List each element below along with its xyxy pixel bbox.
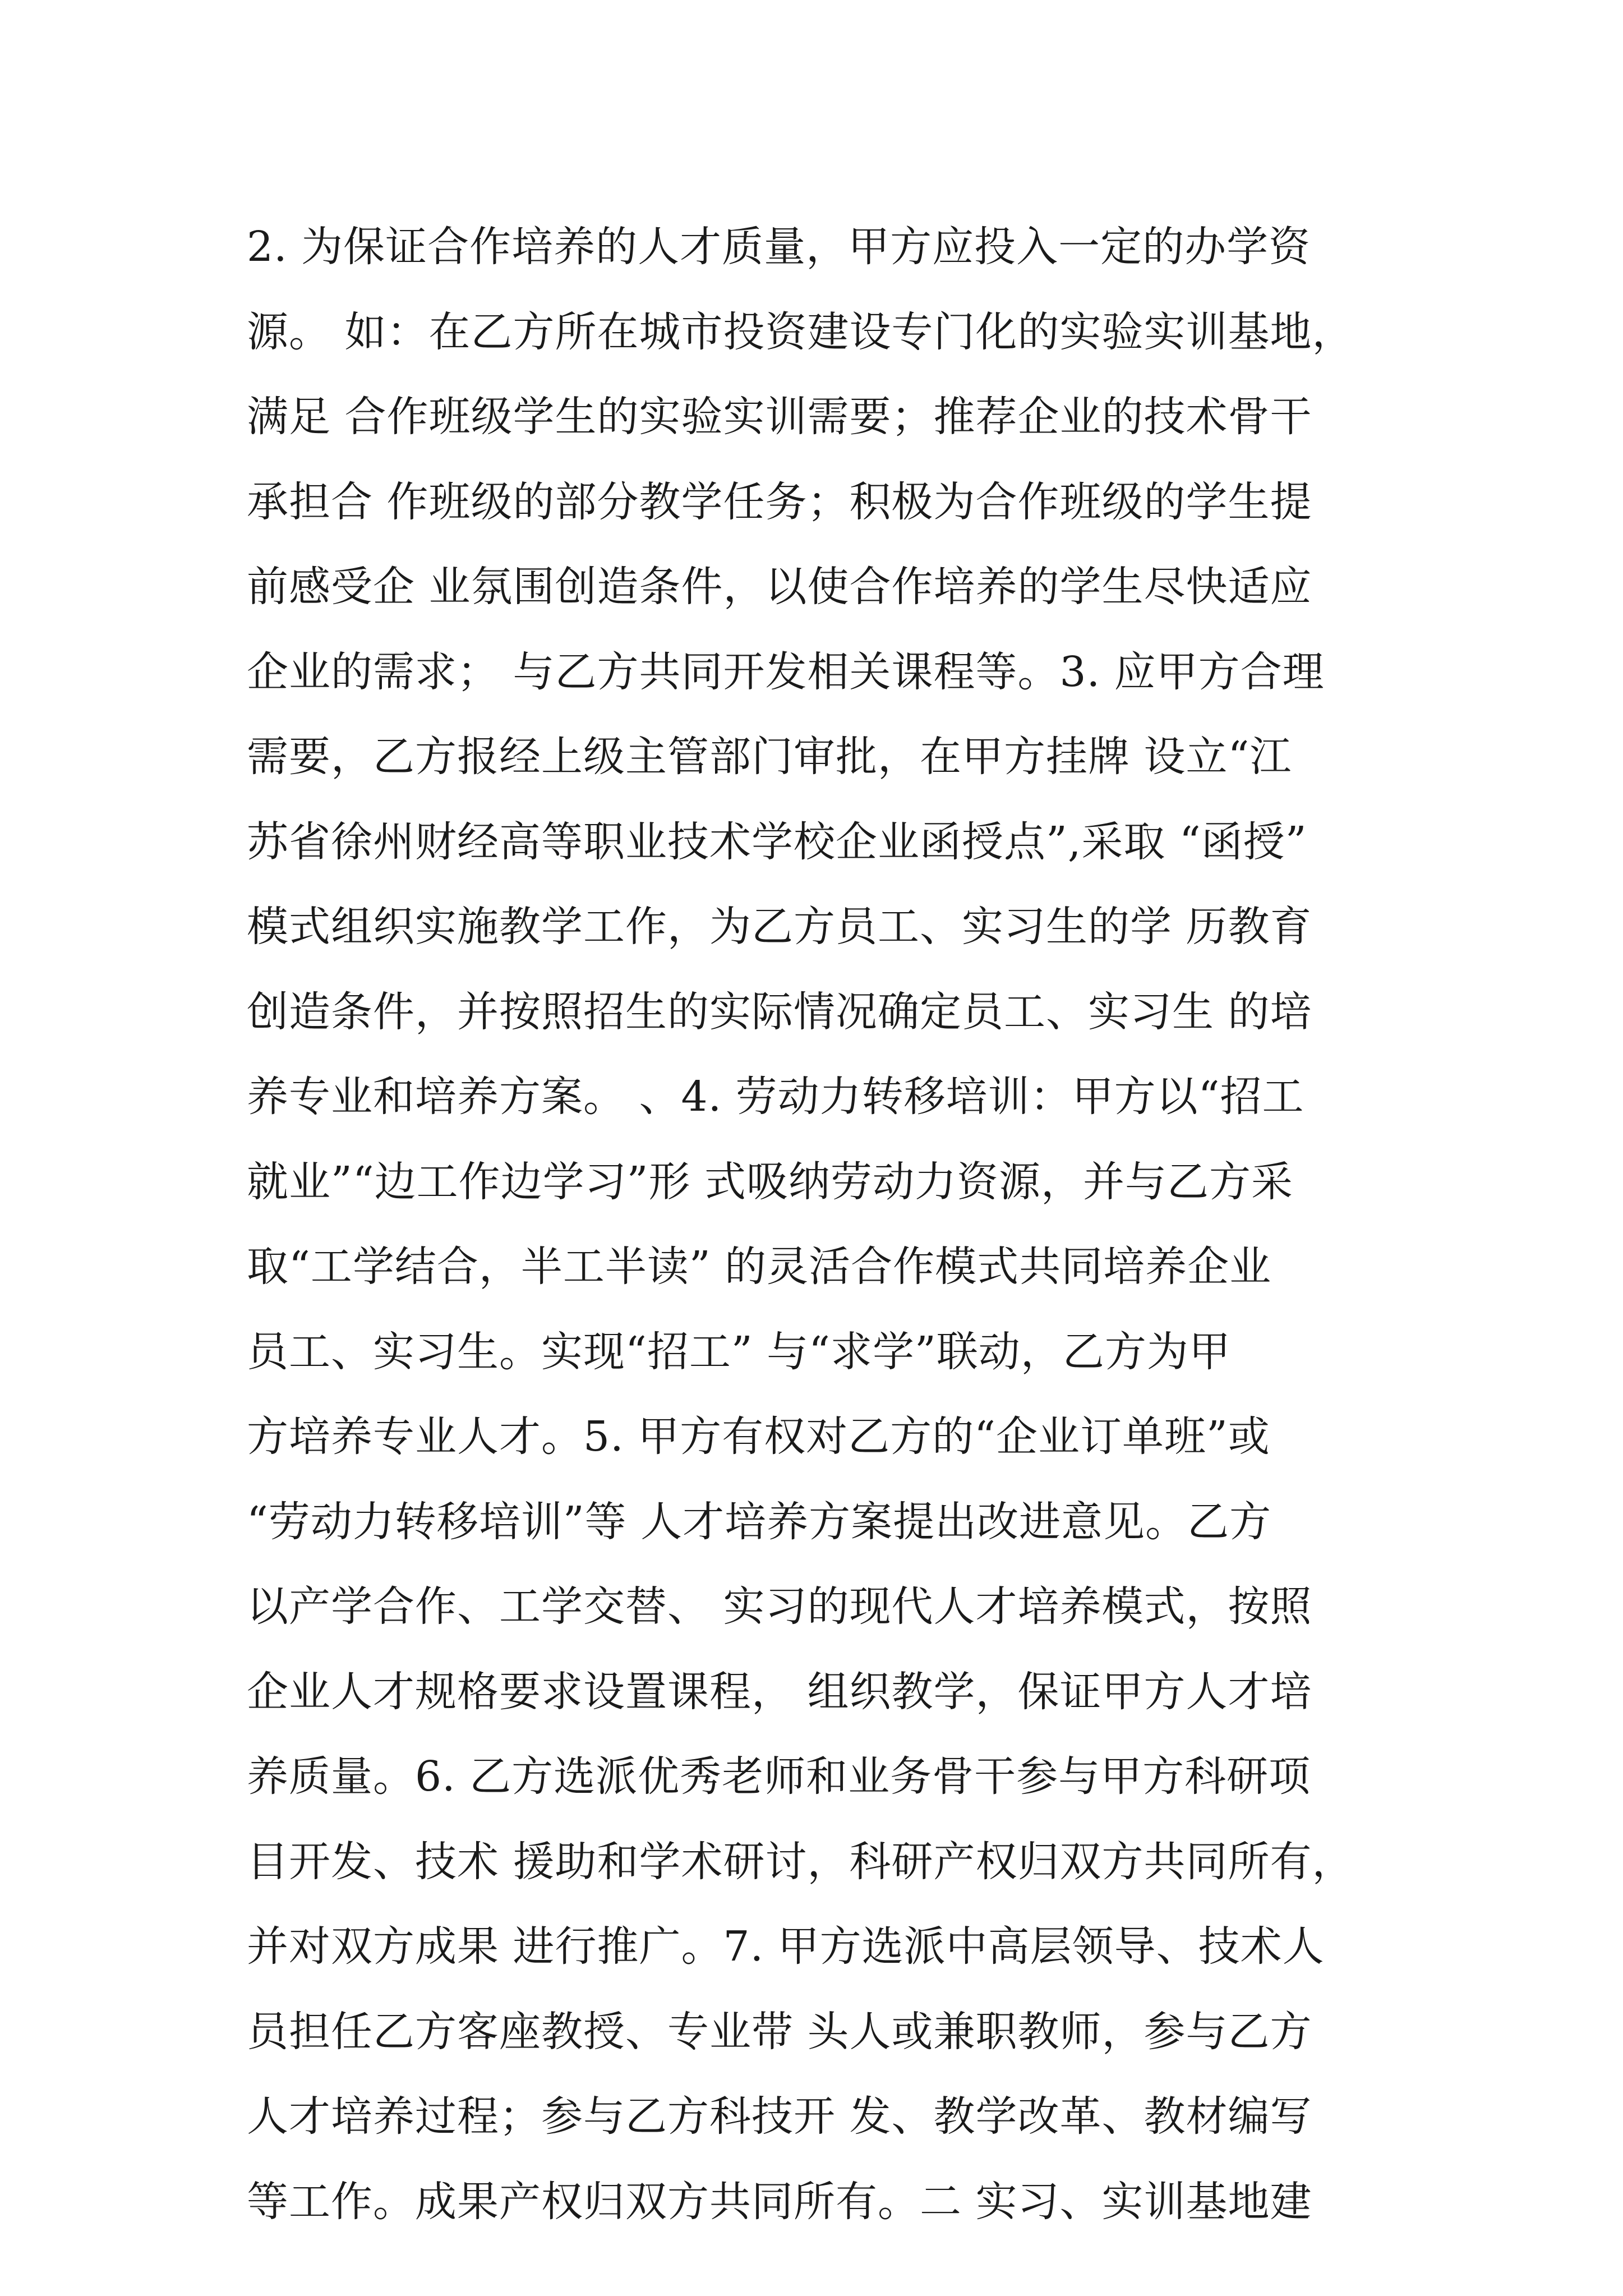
text-line-14: 员工、实习生。实现“招工” 与“求学”联动，乙方为甲 xyxy=(247,1327,1231,1376)
body-text xyxy=(247,205,1391,2244)
text-line-23: 人才培养过程；参与乙方科技开 发、教学改革、教材编写 xyxy=(247,2092,1312,2141)
text-line-2: 源。 如：在乙方所在城市投资建设专门化的实验实训基地， xyxy=(247,307,1354,356)
text-line-7: 需要，乙方报经上级主管部门审批，在甲方挂牌 设立“江 xyxy=(247,733,1292,781)
text-line-20: 目开发、技术 援助和学术研讨，科研产权归双方共同所有， xyxy=(247,1837,1354,1886)
text-line-11: 养专业和培养方案。 、4. 劳动力转移培训：甲方以“招工 xyxy=(247,1073,1304,1121)
text-line-5: 前感受企 业氛围创造条件，以使合作培养的学生尽快适应 xyxy=(247,563,1312,611)
text-line-3: 满足 合作班级学生的实验实训需要；推荐企业的技术骨干 xyxy=(247,393,1312,441)
text-line-17: 以产学合作、工学交替、 实习的现代人才培养模式，按照 xyxy=(247,1582,1312,1631)
text-line-6: 企业的需求； 与乙方共同开发相关课程等。3. 应甲方合理 xyxy=(247,647,1325,696)
text-line-4: 承担合 作班级的部分教学任务；积极为合作班级的学生提 xyxy=(247,477,1312,526)
text-line-12: 就业”“边工作边学习”形 式吸纳劳动力资源，并与乙方采 xyxy=(247,1157,1294,1206)
text-line-10: 创造条件，并按照招生的实际情况确定员工、实习生 的培 xyxy=(247,987,1312,1036)
text-line-21: 并对双方成果 进行推广。7. 甲方选派中高层领导、技术人 xyxy=(247,1922,1325,1971)
text-line-18: 企业人才规格要求设置课程， 组织教学，保证甲方人才培 xyxy=(247,1667,1312,1716)
text-line-24: 等工作。成果产权归双方共同所有。二 实习、实训基地建 xyxy=(247,2177,1312,2226)
text-line-8: 苏省徐州财经高等职业技术学校企业函授点”,采取 “函授” xyxy=(247,817,1307,866)
text-line-16: “劳动力转移培训”等 人才培养方案提出改进意见。乙方 xyxy=(247,1497,1272,1546)
text-line-15: 方培养专业人才。5. 甲方有权对乙方的“企业订单班”或 xyxy=(247,1412,1270,1461)
text-line-13: 取“工学结合，半工半读” 的灵活合作模式共同培养企业 xyxy=(247,1243,1272,1291)
text-line-9: 模式组织实施教学工作，为乙方员工、实习生的学 历教育 xyxy=(247,903,1312,951)
text-line-22: 员担任乙方客座教授、专业带 头人或兼职教师，参与乙方 xyxy=(247,2007,1312,2056)
text-line-19: 养质量。6. 乙方选派优秀老师和业务骨干参与甲方科研项 xyxy=(247,1752,1311,1801)
text-line-1: 2. 为保证合作培养的人才质量，甲方应投入一定的办学资 xyxy=(247,223,1311,271)
